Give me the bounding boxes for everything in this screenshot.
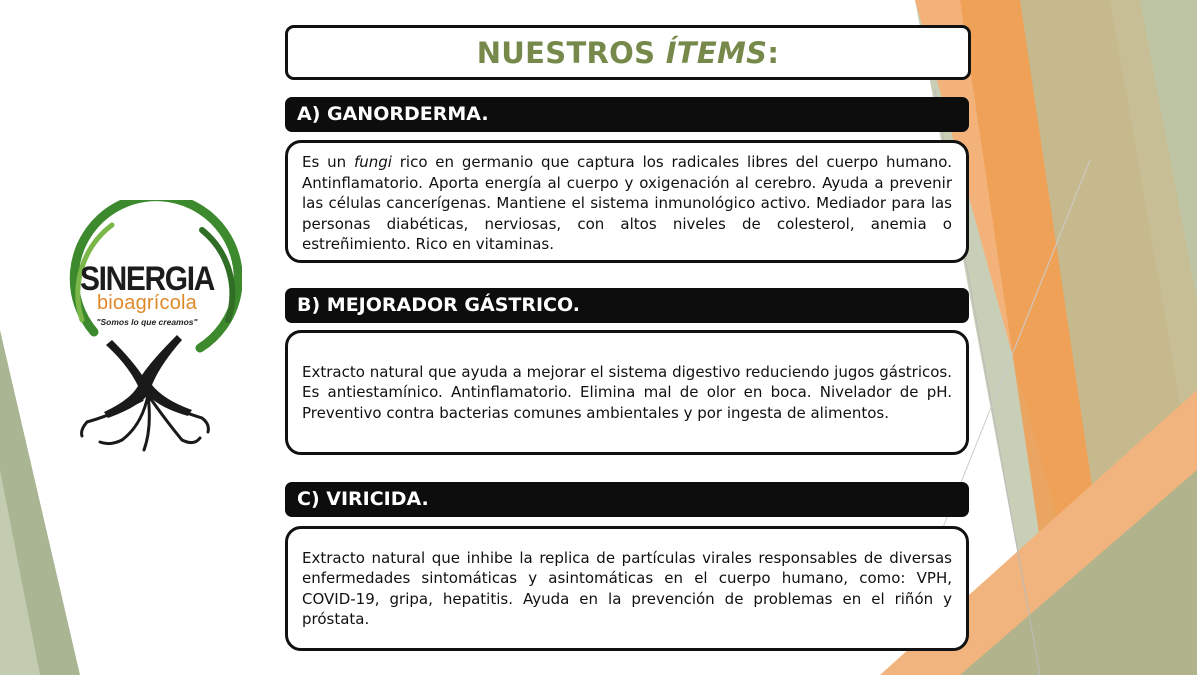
title-box xyxy=(285,25,971,80)
section-a-text xyxy=(302,152,952,255)
section-b-header: B) MEJORADOR GÁSTRICO. xyxy=(285,288,969,323)
section-c-text: Extracto natural que inhibe la replica de partículas virales responsables de diversas enfermedades sintomáticas y asintomáticas en el cuerpo humano, como: VPH, COVID-19, gripa, hepatitis. Ayuda en la prevención de problemas en el riñón y próstata. xyxy=(302,548,952,628)
page-title xyxy=(477,36,780,70)
section-b-box xyxy=(285,330,969,455)
section-a-box xyxy=(285,140,969,263)
section-a-text-end: rico en germanio que captura los radicales libres del cuerpo humano. Antinflamatorio. Aporta energía al cuerpo y oxigenación al cerebro. Ayuda a prevenir las células cancerígenas. Mantiene el sistema inmunológico activo. Mediador para las personas diabéticas, nerviosas, con altos niveles de colesterol, anemia o estreñimiento. Rico en vitaminas. xyxy=(302,153,952,253)
title-emphasis: ÍTEMS xyxy=(665,35,768,70)
section-a-text-start: Es un xyxy=(302,153,354,171)
logo-name: SINERGIA xyxy=(79,260,215,298)
tree-roots-icon xyxy=(82,395,209,450)
logo-tagline: "Somos lo que creamos" xyxy=(96,317,198,327)
section-c-header: C) VIRICIDA. xyxy=(285,482,969,517)
sinergia-logo xyxy=(52,200,242,460)
section-a-text-italic: fungi xyxy=(353,153,392,171)
section-a-header: A) GANORDERMA. xyxy=(285,97,969,132)
section-b-text: Extracto natural que ayuda a mejorar el sistema digestivo reduciendo jugos gástricos. Es antiestamínico. Antinflamatorio. Elimina mal de olor en boca. Nivelador de pH. Preventivo contra bacterias comunes ambientales y por ingesta de alimentos. xyxy=(302,362,952,422)
section-c-box xyxy=(285,526,969,651)
logo-graphic xyxy=(52,200,242,460)
title-suffix: : xyxy=(767,35,780,70)
title-prefix: NUESTROS xyxy=(476,35,666,70)
logo-subtitle: bioagrícola xyxy=(96,292,198,314)
